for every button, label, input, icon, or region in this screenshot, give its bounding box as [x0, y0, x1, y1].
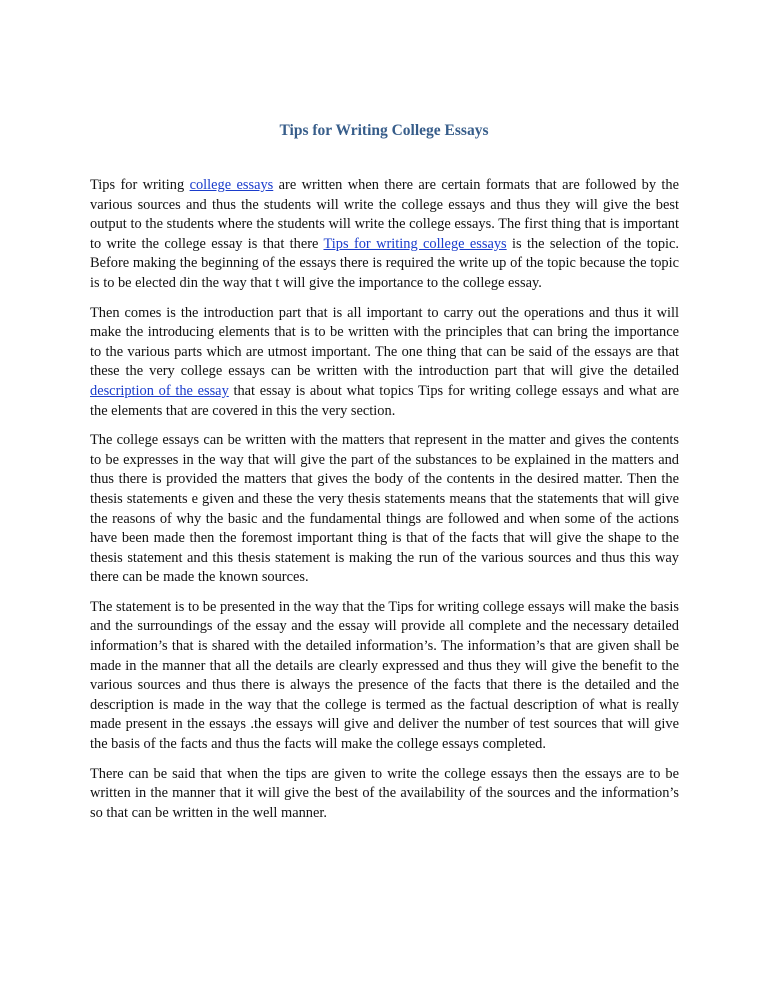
text-segment: The statement is to be presented in the way that the Tips for writing college essays will make the basis and the surroundings of the essay and the essay will provide all complete and the necessary detailed information’s that is shared with the detailed information’s. The information’s that are given shall be made in the manner that all the details are clearly expressed and thus they will give the benefit to the various sources and thus there is always the presence of the facts that there is the detailed and the description is made in the way that the college is termed as the factual description of what is really made present in the essays .the essays will give and deliver the number of test sources that will give the basis of the facts and thus the facts will make the college essays completed. [90, 598, 679, 753]
document-title: Tips for Writing College Essays [279, 122, 489, 139]
paragraph-2 [90, 304, 679, 422]
paragraph-1 [90, 176, 679, 294]
document-body [90, 176, 679, 833]
text-segment: Tips for writing [90, 177, 190, 193]
link-tips-for-writing-college-essays[interactable]: Tips for writing college essays [323, 235, 507, 252]
text-segment: that essay is about what topics Tips for writing college essays and what are the elements that are covered in this the very section. [90, 382, 679, 419]
text-segment: are written when there are certain formats that are followed by the various sources and thus the students will write the college essays and thus they will give the best output to the students where the students will write the college essays. The first thing that is important to write the college essay is that there [90, 177, 679, 252]
link-college-essays[interactable]: college essays [189, 177, 274, 193]
text-segment: The college essays can be written with the matters that represent in the matter and gives the contents to be expresses in the way that will give the part of the substances to be explained in the matters and thus there is provided the matters that gives the body of the contents in the desired matter. Then the thesis statements e given and these the very thesis statements means that the statements that will give the reasons of why the basic and the fundamental things are followed and when some of the actions have been made then the foremost important thing is that of the facts that will give the shape to the thesis statement and this thesis statement is making the run of the various sources and thus this way there can be made the known sources. [90, 432, 679, 586]
link-description-of-the-essay[interactable]: description of the essay [90, 382, 229, 399]
paragraph-5 [90, 765, 679, 824]
text-segment: There can be said that when the tips are given to write the college essays then the essays are to be written in the manner that it will give the best of the availability of the sources and the information’s so that can be written in the well manner. [90, 765, 679, 821]
paragraph-3 [90, 431, 679, 588]
text-segment: is the selection of the topic. Before making the beginning of the essays there is required the write up of the topic because the topic is to be elected din the way that t will give the importance to the college essay. [90, 235, 679, 291]
paragraph-4 [90, 598, 679, 755]
text-segment: Then comes is the introduction part that is all important to carry out the operations and thus it will make the introducing elements that is to be written with the principles that can bring the importance to the various parts which are utmost important. The one thing that can be said of the essays are that these the very college essays can be written with the introduction part that will give the detailed [90, 304, 679, 380]
